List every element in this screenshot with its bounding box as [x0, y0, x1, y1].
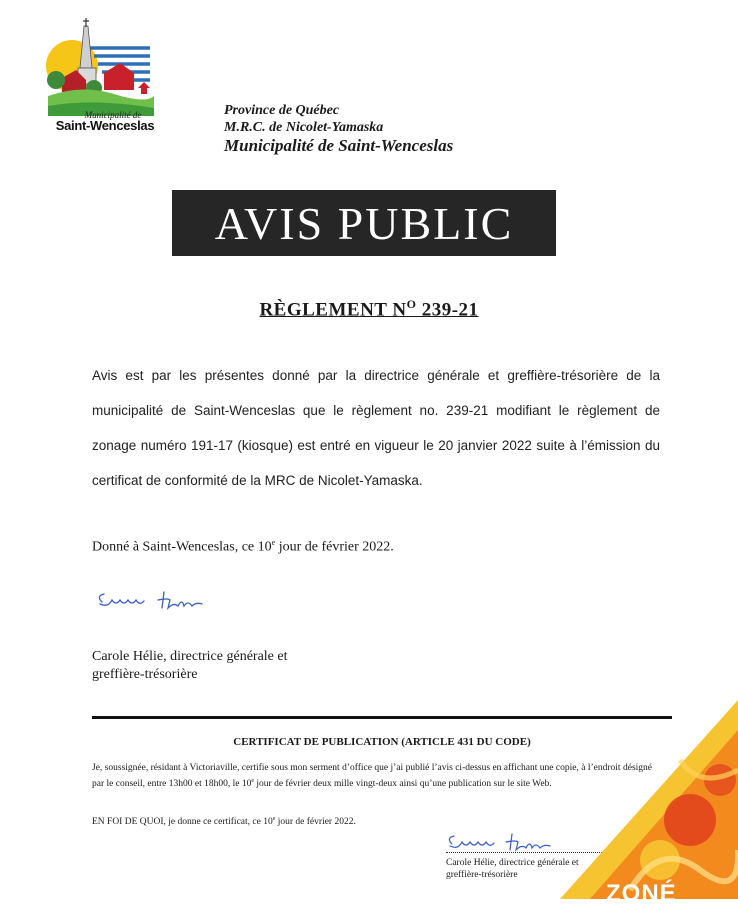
- logo-name: Saint-Wenceslas: [55, 118, 155, 133]
- signer-role: greffière-trésorière: [92, 667, 198, 682]
- header-province: Province de Québec: [224, 103, 340, 118]
- avis-public-banner: AVIS PUBLIC: [172, 190, 556, 256]
- certificate-signature: [446, 832, 566, 854]
- certificate-signer-role: greffière-trésorière: [446, 870, 518, 880]
- certificate-signer-name: Carole Hélie, directrice générale et: [446, 858, 579, 868]
- handwritten-signature: [94, 588, 224, 616]
- signer-name-title: Carole Hélie, directrice générale et: [92, 649, 288, 664]
- corner-brand-text: ZONÉ: [606, 880, 677, 907]
- header-mrc: M.R.C. de Nicolet-Yamaska: [224, 120, 384, 135]
- certificate-title: CERTIFICAT DE PUBLICATION (ARTICLE 431 DU CODE): [233, 736, 531, 748]
- given-date: Donné à Saint-Wenceslas, ce 10e jour de février 2022.: [92, 538, 394, 555]
- corner-flower-graphic: [560, 700, 738, 899]
- logo-subtitle: Municipalité de: [84, 110, 142, 120]
- notice-paragraph: Avis est par les présentes donné par la directrice générale et greffière-trésorière de la municipalité de Saint-Wenceslas que le règlement no. 239-21 modifiant le règlement de zonage numéro 191-17 (kiosque) est entré en vigueur le 20 janvier 2022 suite à l’émission du certificat de conformité de la MRC de Nicolet-Yamaska.: [92, 368, 660, 488]
- certificate-body: Je, soussignée, résidant à Victoriaville, certifie sous mon serment d’office que j’ai publié l’avis ci-dessus en affichant une copie, à l’endroit désigné par le conseil, entre 13h00 et 18h00, le 10e jour de février deux mille vingt-deux ainsi qu’une publication sur le site Web.: [92, 763, 652, 790]
- signer-block: [92, 648, 288, 684]
- certificate-attestation: EN FOI DE QUOI, je donne ce certificat, ce 10e jour de février 2022.: [92, 816, 356, 828]
- header-municipality: Municipalité de Saint-Wenceslas: [224, 136, 454, 155]
- reglement-title: RÈGLEMENT $N^O$ 239-21: [259, 297, 479, 321]
- certificate-signer: [446, 857, 579, 881]
